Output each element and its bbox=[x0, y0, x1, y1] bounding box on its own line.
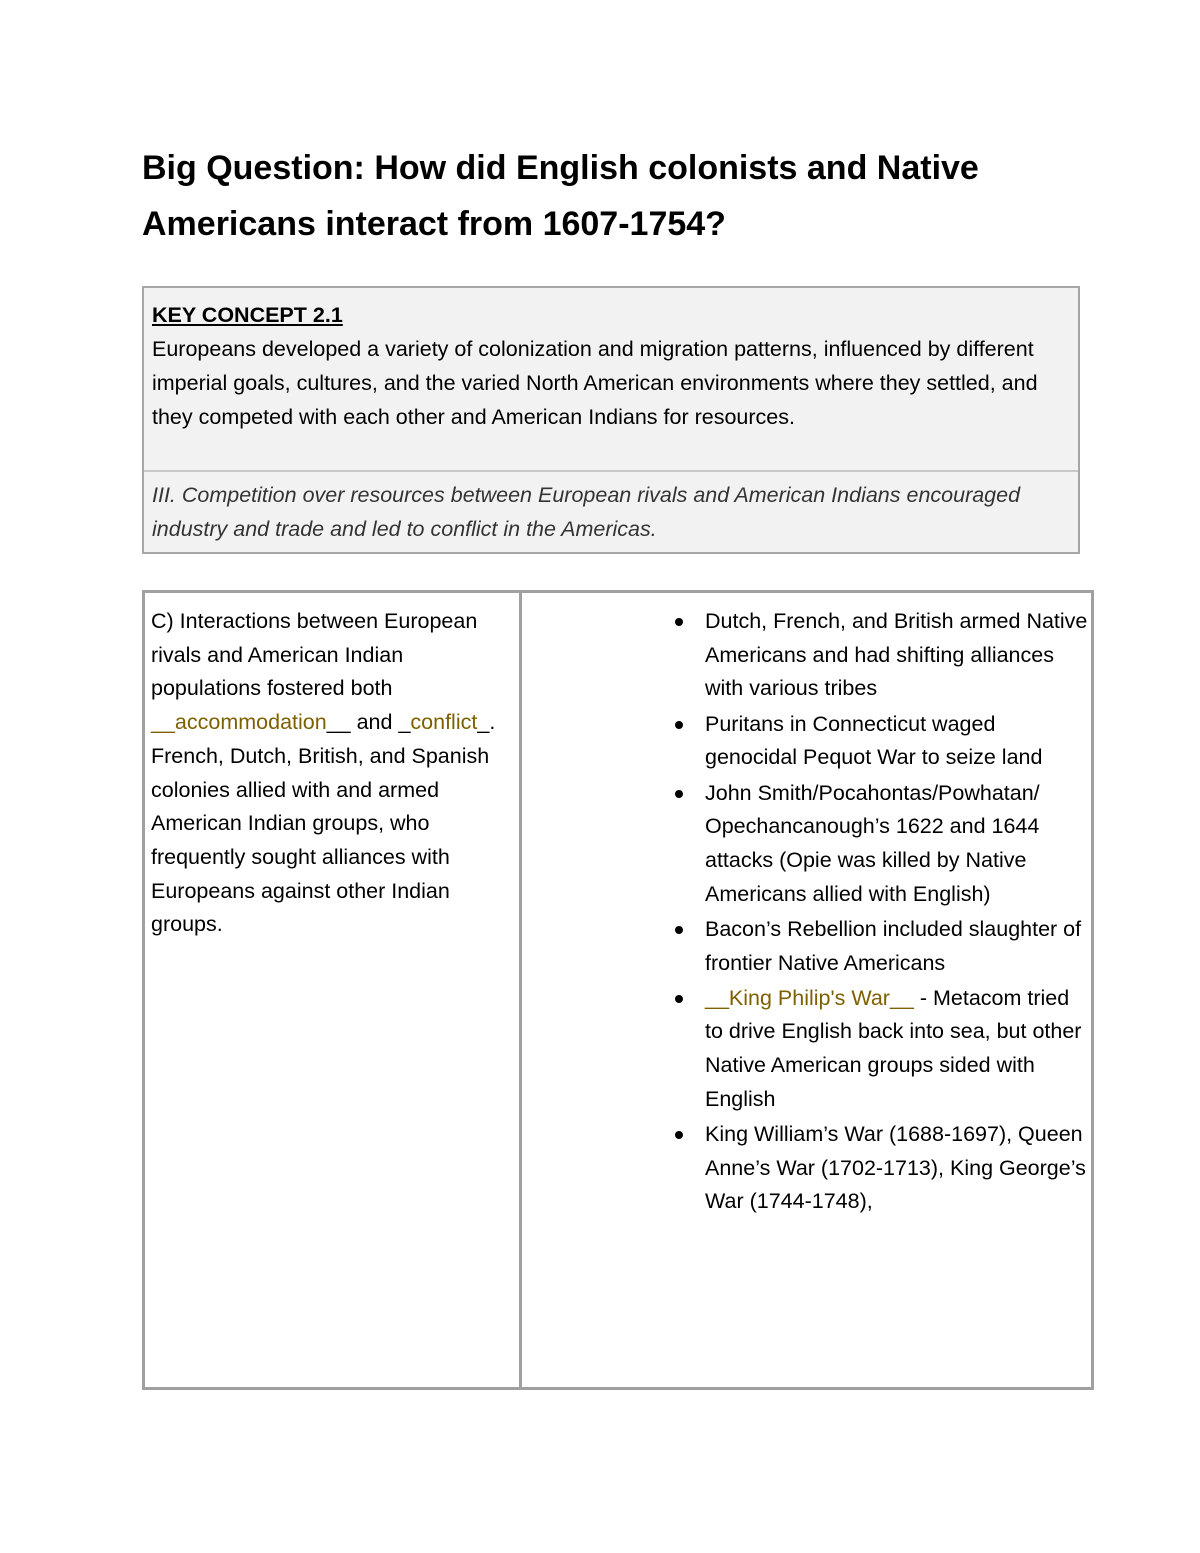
concept-cell bbox=[151, 605, 513, 942]
blank-underscores: __ bbox=[151, 710, 175, 735]
list-item-text: - Metacom tried to drive English back into sea, but other Native American groups sided with English bbox=[705, 985, 1082, 1111]
key-concept-subpoint: III. Competition over resources between European rivals and American Indians encouraged industry and trade and led to conflict in the Americas. bbox=[152, 483, 1021, 541]
concept-text-part1: C) Interactions between European rivals and American Indian populations fostered both bbox=[151, 609, 478, 701]
examples-cell bbox=[525, 605, 1091, 1221]
list-item bbox=[705, 605, 1091, 706]
list-item-text: Bacon’s Rebellion included slaughter of frontier Native Americans bbox=[705, 916, 1082, 975]
list-item-text: Dutch, French, and British armed Native Americans and had shifting alliances with various tribes bbox=[705, 609, 1088, 701]
blank-underscores: __ bbox=[326, 710, 351, 735]
examples-list bbox=[525, 605, 1091, 1219]
fill-in-blank-conflict: conflict bbox=[410, 710, 478, 735]
page-title: Big Question: How did English colonists and Native Americans interact from 1607-1754? bbox=[142, 149, 979, 243]
blank-answer-text: accommodation bbox=[174, 710, 327, 735]
fill-in-blank-accommodation bbox=[151, 710, 327, 734]
key-concept-heading: KEY CONCEPT 2.1 bbox=[152, 303, 343, 327]
list-item-text: John Smith/Pocahontas/Powhatan/ Opechancanough’s 1622 and 1644 attacks (Opie was killed by Native Americans allied with English) bbox=[705, 780, 1040, 906]
list-item bbox=[705, 1118, 1091, 1219]
blank-underscores: __ bbox=[705, 985, 729, 1010]
blank-answer-text: King Philip's War bbox=[728, 985, 890, 1010]
blank-underscores: __ bbox=[889, 985, 914, 1010]
list-item bbox=[705, 708, 1091, 775]
bullet-icon bbox=[675, 995, 683, 1003]
column-divider bbox=[519, 593, 522, 1387]
list-item-text: Puritans in Connecticut waged genocidal Pequot War to seize land bbox=[705, 711, 1043, 770]
bullet-icon bbox=[675, 926, 683, 934]
list-item bbox=[705, 982, 1091, 1117]
key-concept-box bbox=[142, 286, 1080, 554]
key-concept-main bbox=[144, 288, 1078, 472]
blank-underscores: _ bbox=[398, 710, 411, 735]
bullet-icon bbox=[675, 721, 683, 729]
blank-underscores: _ bbox=[477, 710, 490, 735]
fill-in-blank-king-philips-war bbox=[705, 986, 914, 1010]
concept-text-part3: . French, Dutch, British, and Spanish colonies allied with and armed American Indian groups, who frequently sought alliances with Europeans against other Indian groups. bbox=[151, 710, 496, 937]
list-item-text: King William’s War (1688-1697), Queen Anne’s War (1702-1713), King George’s War (1744-1748), bbox=[705, 1122, 1086, 1214]
list-item bbox=[705, 913, 1091, 980]
bullet-icon bbox=[675, 618, 683, 626]
key-concept-body: Europeans developed a variety of colonization and migration patterns, influenced by different imperial goals, cultures, and the varied North American environments where they settled, and they competed with each other and American Indians for resources. bbox=[152, 337, 1038, 429]
notes-table bbox=[142, 590, 1094, 1390]
list-item bbox=[705, 777, 1091, 912]
bullet-icon bbox=[675, 1131, 683, 1139]
bullet-icon bbox=[675, 790, 683, 798]
concept-text-part2: and bbox=[350, 710, 399, 735]
